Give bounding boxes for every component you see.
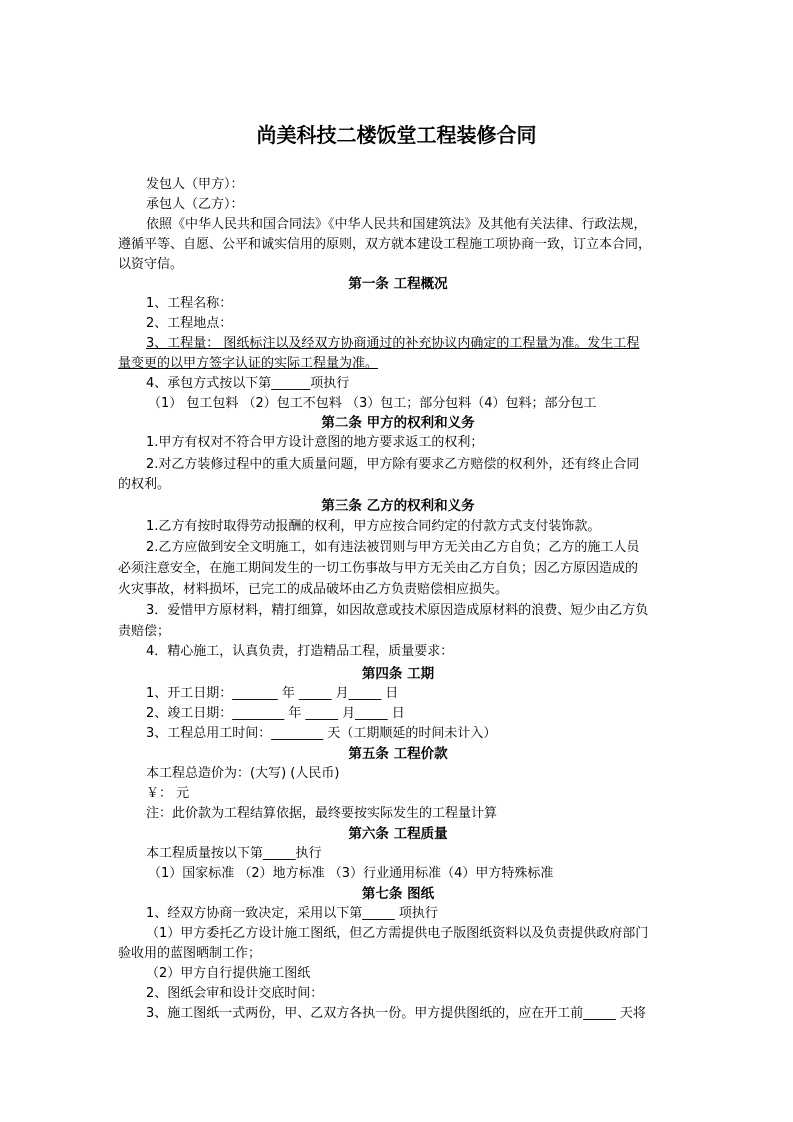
clause-line: 1、开工日期：_______ 年 _____ 月_____ 日 xyxy=(146,686,399,701)
clause-line: （1）国家标准 （2）地方标准 （3）行业通用标准（4）甲方特殊标准 xyxy=(148,866,554,881)
clause-line: 3、工程量： 图纸标注以及经双方协商通过的补充协议内确定的工程量为准。发生工程 xyxy=(146,336,640,351)
clause-line: 2、工程地点： xyxy=(146,316,233,331)
employer-line: 发包人（甲方）： xyxy=(146,177,244,192)
section-heading-7: 第七条 图纸 xyxy=(361,886,435,902)
clause-line: 量变更的以甲方签字认证的实际工程量为准。 xyxy=(118,356,379,371)
section-heading-4: 第四条 工期 xyxy=(361,666,435,682)
clause-line: 必须注意安全，在施工期间发生的一切工伤事故与甲方无关由乙方自负；因乙方原因造成的 xyxy=(118,561,639,576)
clause-line: （1） 包工包料 （2）包工不包料 （3）包工；部分包料（4）包料；部分包工 xyxy=(148,396,597,411)
contract-title: 尚美科技二楼饭堂工程装修合同 xyxy=(256,123,537,147)
section-heading-3: 第三条 乙方的权利和义务 xyxy=(321,498,475,514)
clause-line: 本工程总造价为：(大写) (人民币) xyxy=(146,766,340,781)
clause-line: 2、图纸会审和设计交底时间： xyxy=(146,986,324,1001)
clause-line: 4、承包方式按以下第______项执行 xyxy=(146,376,350,391)
clause-line: 1.甲方有权对不符合甲方设计意图的地方要求返工的权利； xyxy=(146,435,484,450)
clause-line: 2.乙方应做到安全文明施工，如有违法被罚则与甲方无关由乙方自负；乙方的施工人员 xyxy=(146,540,640,555)
clause-line: 验收用的蓝图晒制工作； xyxy=(118,946,262,961)
section-heading-6: 第六条 工程质量 xyxy=(348,826,448,842)
clause-line: （1）甲方委托乙方设计施工图纸，但乙方需提供电子版图纸资料以及负责提供政府部门 xyxy=(146,926,649,941)
clause-line: 本工程质量按以下第_____执行 xyxy=(146,846,322,861)
clause-line: 的权利。 xyxy=(118,477,171,492)
section-heading-5: 第五条 工程价款 xyxy=(348,746,448,762)
section-heading-1: 第一条 工程概况 xyxy=(348,276,448,292)
paragraph-line: 依照《中华人民共和国合同法》《中华人民共和国建筑法》及其他有关法律、行政法规， xyxy=(146,217,647,232)
clause-line: 火灾事故，材料损坏，已完工的成品破坏由乙方负责赔偿相应损失。 xyxy=(118,582,509,597)
clause-line: 4．精心施工，认真负责，打造精品工程，质量要求： xyxy=(146,644,454,659)
paragraph-line: 以资守信。 xyxy=(118,257,184,272)
clause-line: 责赔偿； xyxy=(118,624,171,639)
contractor-line: 承包人（乙方）： xyxy=(146,197,244,212)
paragraph-line: 遵循平等、自愿、公平和诚实信用的原则，双方就本建设工程施工项协商一致，订立本合同， xyxy=(118,237,652,252)
section-heading-2: 第二条 甲方的权利和义务 xyxy=(321,415,475,431)
clause-line: （2）甲方自行提供施工图纸 xyxy=(146,966,311,981)
clause-line: 2、竣工日期：________ 年 _____ 月_____ 日 xyxy=(146,706,405,721)
clause-line: 1.乙方有按时取得劳动报酬的权利，甲方应按合同约定的付款方式支付装饰款。 xyxy=(146,519,601,534)
clause-line: 1、工程名称： xyxy=(146,296,233,311)
clause-line: 1、经双方协商一致决定，采用以下第_____ 项执行 xyxy=(146,906,438,921)
clause-line: ￥： 元 xyxy=(146,786,190,801)
clause-line: 3、工程总用工时间：________ 天（工期顺延的时间未计入） xyxy=(146,726,497,741)
clause-line: 2.对乙方装修过程中的重大质量问题，甲方除有要求乙方赔偿的权利外，还有终止合同 xyxy=(146,457,640,472)
clause-line: 3．爱惜甲方原材料，精打细算，如因故意或技术原因造成原材料的浪费、短少由乙方负 xyxy=(146,603,649,618)
clause-line: 3、施工图纸一式两份，甲、乙双方各执一份。甲方提供图纸的，应在开工前_____ 天将 xyxy=(146,1006,646,1021)
clause-line: 注：此价款为工程结算依据，最终要按实际发生的工程量计算 xyxy=(146,806,498,821)
